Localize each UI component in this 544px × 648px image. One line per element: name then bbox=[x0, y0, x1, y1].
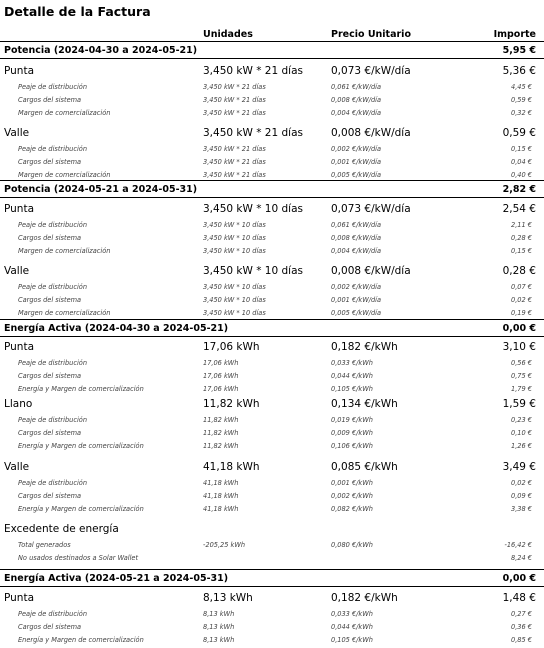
page-title: Detalle de la Factura bbox=[4, 4, 151, 19]
detail-row-unit-price: 0,044 €/kWh bbox=[331, 622, 373, 631]
line-item-label: Valle bbox=[4, 127, 30, 139]
detail-row-amount: 0,75 € bbox=[511, 371, 532, 380]
excess-detail-row-unit-price: 0,080 €/kWh bbox=[331, 540, 373, 549]
detail-row-label: Peaje de distribución bbox=[18, 82, 88, 91]
detail-row-units: 11,82 kWh bbox=[203, 428, 239, 437]
detail-row-label: Cargos del sistema bbox=[18, 157, 82, 166]
detail-row-label: Peaje de distribución bbox=[18, 220, 88, 229]
detail-row-unit-price: 0,033 €/kWh bbox=[331, 358, 373, 367]
detail-row-units: 11,82 kWh bbox=[203, 415, 239, 424]
detail-row-label: Margen de comercialización bbox=[18, 170, 111, 179]
detail-row-unit-price: 0,005 €/kW/día bbox=[331, 170, 382, 179]
detail-row-amount: 0,09 € bbox=[511, 491, 532, 500]
line-item-units: 3,450 kW * 10 días bbox=[203, 265, 303, 277]
detail-row-units: 3,450 kW * 21 días bbox=[203, 144, 266, 153]
detail-row-label: Peaje de distribución bbox=[18, 144, 88, 153]
detail-row-unit-price: 0,004 €/kW/día bbox=[331, 108, 382, 117]
detail-row-label: Peaje de distribución bbox=[18, 358, 88, 367]
section-title: Potencia (2024-05-21 a 2024-05-31) bbox=[4, 184, 198, 195]
line-item-units: 8,13 kWh bbox=[203, 592, 253, 604]
detail-row-amount: 0,85 € bbox=[511, 635, 532, 644]
detail-row-unit-price: 0,008 €/kW/día bbox=[331, 233, 382, 242]
detail-row-units: 3,450 kW * 10 días bbox=[203, 220, 266, 229]
line-item-units: 3,450 kW * 21 días bbox=[203, 127, 303, 139]
detail-row-unit-price: 0,106 €/kWh bbox=[331, 441, 373, 450]
detail-row-amount: 0,19 € bbox=[511, 308, 532, 317]
detail-row-unit-price: 0,002 €/kW/día bbox=[331, 282, 382, 291]
detail-row-amount: 0,10 € bbox=[511, 428, 532, 437]
detail-row-units: 3,450 kW * 21 días bbox=[203, 108, 266, 117]
line-item-amount: 0,28 € bbox=[502, 265, 536, 277]
detail-row-units: 8,13 kWh bbox=[203, 635, 235, 644]
detail-row-label: Cargos del sistema bbox=[18, 295, 82, 304]
detail-row-amount: 0,28 € bbox=[511, 233, 532, 242]
detail-row-units: 3,450 kW * 21 días bbox=[203, 170, 266, 179]
detail-row-label: Margen de comercialización bbox=[18, 246, 111, 255]
detail-row-unit-price: 0,019 €/kWh bbox=[331, 415, 373, 424]
detail-row-units: 41,18 kWh bbox=[203, 504, 239, 513]
line-item-amount: 0,59 € bbox=[502, 127, 536, 139]
detail-row-units: 11,82 kWh bbox=[203, 441, 239, 450]
detail-row-label: Peaje de distribución bbox=[18, 478, 88, 487]
detail-row-label: Cargos del sistema bbox=[18, 371, 82, 380]
section-title: Energía Activa (2024-05-21 a 2024-05-31) bbox=[4, 573, 229, 584]
line-item-amount: 3,10 € bbox=[502, 341, 536, 353]
detail-row-amount: 0,02 € bbox=[511, 478, 532, 487]
detail-row-units: 3,450 kW * 21 días bbox=[203, 95, 266, 104]
section-divider bbox=[0, 197, 544, 198]
detail-row-unit-price: 0,008 €/kW/día bbox=[331, 95, 382, 104]
detail-row-units: 3,450 kW * 10 días bbox=[203, 295, 266, 304]
line-item-units: 3,450 kW * 10 días bbox=[203, 203, 303, 215]
detail-row-amount: 1,26 € bbox=[511, 441, 532, 450]
detail-row-unit-price: 0,082 €/kWh bbox=[331, 504, 373, 513]
detail-row-unit-price: 0,044 €/kWh bbox=[331, 371, 373, 380]
detail-row-unit-price: 0,061 €/kW/día bbox=[331, 220, 382, 229]
detail-row-units: 3,450 kW * 21 días bbox=[203, 82, 266, 91]
line-item-label: Valle bbox=[4, 265, 30, 277]
detail-row-unit-price: 0,001 €/kW/día bbox=[331, 295, 382, 304]
line-item-amount: 5,36 € bbox=[502, 65, 536, 77]
section-divider bbox=[0, 58, 544, 59]
section-divider bbox=[0, 41, 544, 42]
detail-row-amount: 0,32 € bbox=[511, 108, 532, 117]
detail-row-amount: 0,07 € bbox=[511, 282, 532, 291]
detail-row-unit-price: 0,001 €/kW/día bbox=[331, 157, 382, 166]
detail-row-units: 3,450 kW * 10 días bbox=[203, 233, 266, 242]
detail-row-amount: 0,40 € bbox=[511, 170, 532, 179]
detail-row-unit-price: 0,004 €/kW/día bbox=[331, 246, 382, 255]
detail-row-unit-price: 0,001 €/kWh bbox=[331, 478, 373, 487]
excess-detail-row-label: No usados destinados a Solar Wallet bbox=[18, 553, 139, 562]
detail-row-label: Energía y Margen de comercialización bbox=[18, 635, 144, 644]
detail-row-amount: 1,79 € bbox=[511, 384, 532, 393]
line-item-amount: 1,59 € bbox=[502, 398, 536, 410]
excess-detail-row-amount: -16,42 € bbox=[504, 540, 532, 549]
detail-row-unit-price: 0,002 €/kW/día bbox=[331, 144, 382, 153]
line-item-label: Llano bbox=[4, 398, 33, 410]
detail-row-label: Cargos del sistema bbox=[18, 491, 82, 500]
section-divider bbox=[0, 319, 544, 320]
line-item-unit-price: 0,008 €/kW/día bbox=[331, 265, 411, 277]
excess-detail-row-label: Total generados bbox=[18, 540, 71, 549]
detail-row-label: Peaje de distribución bbox=[18, 282, 88, 291]
price-column-header: Precio Unitario bbox=[331, 29, 411, 40]
detail-row-amount: 0,23 € bbox=[511, 415, 532, 424]
excess-energy-label: Excedente de energía bbox=[4, 523, 119, 535]
section-total: 0,00 € bbox=[502, 573, 536, 584]
detail-row-amount: 0,04 € bbox=[511, 157, 532, 166]
detail-row-amount: 4,45 € bbox=[511, 82, 532, 91]
line-item-label: Punta bbox=[4, 203, 35, 215]
line-item-label: Punta bbox=[4, 592, 35, 604]
detail-row-label: Margen de comercialización bbox=[18, 108, 111, 117]
detail-row-units: 41,18 kWh bbox=[203, 478, 239, 487]
detail-row-unit-price: 0,061 €/kW/día bbox=[331, 82, 382, 91]
detail-row-units: 17,06 kWh bbox=[203, 384, 239, 393]
line-item-amount: 3,49 € bbox=[502, 461, 536, 473]
section-title: Energía Activa (2024-04-30 a 2024-05-21) bbox=[4, 323, 229, 334]
section-divider bbox=[0, 586, 544, 587]
line-item-unit-price: 0,073 €/kW/día bbox=[331, 203, 411, 215]
detail-row-label: Cargos del sistema bbox=[18, 95, 82, 104]
section-divider bbox=[0, 336, 544, 337]
detail-row-units: 3,450 kW * 10 días bbox=[203, 282, 266, 291]
section-title: Potencia (2024-04-30 a 2024-05-21) bbox=[4, 45, 198, 56]
detail-row-label: Peaje de distribución bbox=[18, 415, 88, 424]
detail-row-label: Energía y Margen de comercialización bbox=[18, 504, 144, 513]
line-item-label: Punta bbox=[4, 341, 35, 353]
detail-row-units: 17,06 kWh bbox=[203, 371, 239, 380]
detail-row-units: 41,18 kWh bbox=[203, 491, 239, 500]
detail-row-label: Peaje de distribución bbox=[18, 609, 88, 618]
detail-row-amount: 3,38 € bbox=[511, 504, 532, 513]
section-total: 0,00 € bbox=[502, 323, 536, 334]
amount-column-header: Importe bbox=[493, 29, 536, 40]
detail-row-amount: 0,36 € bbox=[511, 622, 532, 631]
line-item-units: 41,18 kWh bbox=[203, 461, 260, 473]
section-divider bbox=[0, 569, 544, 570]
detail-row-amount: 0,15 € bbox=[511, 246, 532, 255]
detail-row-units: 3,450 kW * 21 días bbox=[203, 157, 266, 166]
excess-detail-row-amount: 8,24 € bbox=[511, 553, 532, 562]
section-total: 2,82 € bbox=[502, 184, 536, 195]
detail-row-amount: 0,59 € bbox=[511, 95, 532, 104]
detail-row-units: 3,450 kW * 10 días bbox=[203, 246, 266, 255]
line-item-unit-price: 0,008 €/kW/día bbox=[331, 127, 411, 139]
line-item-unit-price: 0,182 €/kWh bbox=[331, 341, 398, 353]
detail-row-unit-price: 0,009 €/kWh bbox=[331, 428, 373, 437]
detail-row-amount: 0,15 € bbox=[511, 144, 532, 153]
detail-row-units: 17,06 kWh bbox=[203, 358, 239, 367]
units-column-header: Unidades bbox=[203, 29, 253, 40]
detail-row-label: Energía y Margen de comercialización bbox=[18, 441, 144, 450]
line-item-unit-price: 0,073 €/kW/día bbox=[331, 65, 411, 77]
detail-row-label: Energía y Margen de comercialización bbox=[18, 384, 144, 393]
line-item-unit-price: 0,134 €/kWh bbox=[331, 398, 398, 410]
detail-row-label: Cargos del sistema bbox=[18, 428, 82, 437]
line-item-units: 17,06 kWh bbox=[203, 341, 260, 353]
detail-row-unit-price: 0,105 €/kWh bbox=[331, 384, 373, 393]
detail-row-label: Cargos del sistema bbox=[18, 622, 82, 631]
detail-row-unit-price: 0,005 €/kW/día bbox=[331, 308, 382, 317]
section-divider bbox=[0, 180, 544, 181]
detail-row-units: 8,13 kWh bbox=[203, 622, 235, 631]
line-item-unit-price: 0,182 €/kWh bbox=[331, 592, 398, 604]
line-item-label: Punta bbox=[4, 65, 35, 77]
line-item-units: 3,450 kW * 21 días bbox=[203, 65, 303, 77]
detail-row-amount: 0,02 € bbox=[511, 295, 532, 304]
line-item-units: 11,82 kWh bbox=[203, 398, 260, 410]
section-total: 5,95 € bbox=[502, 45, 536, 56]
detail-row-unit-price: 0,105 €/kWh bbox=[331, 635, 373, 644]
line-item-amount: 2,54 € bbox=[502, 203, 536, 215]
detail-row-unit-price: 0,002 €/kWh bbox=[331, 491, 373, 500]
detail-row-amount: 0,27 € bbox=[511, 609, 532, 618]
detail-row-amount: 2,11 € bbox=[511, 220, 532, 229]
detail-row-label: Cargos del sistema bbox=[18, 233, 82, 242]
detail-row-label: Margen de comercialización bbox=[18, 308, 111, 317]
detail-row-amount: 0,56 € bbox=[511, 358, 532, 367]
detail-row-unit-price: 0,033 €/kWh bbox=[331, 609, 373, 618]
line-item-label: Valle bbox=[4, 461, 30, 473]
detail-row-units: 8,13 kWh bbox=[203, 609, 235, 618]
line-item-amount: 1,48 € bbox=[502, 592, 536, 604]
line-item-unit-price: 0,085 €/kWh bbox=[331, 461, 398, 473]
detail-row-units: 3,450 kW * 10 días bbox=[203, 308, 266, 317]
excess-detail-row-units: -205,25 kWh bbox=[203, 540, 246, 549]
